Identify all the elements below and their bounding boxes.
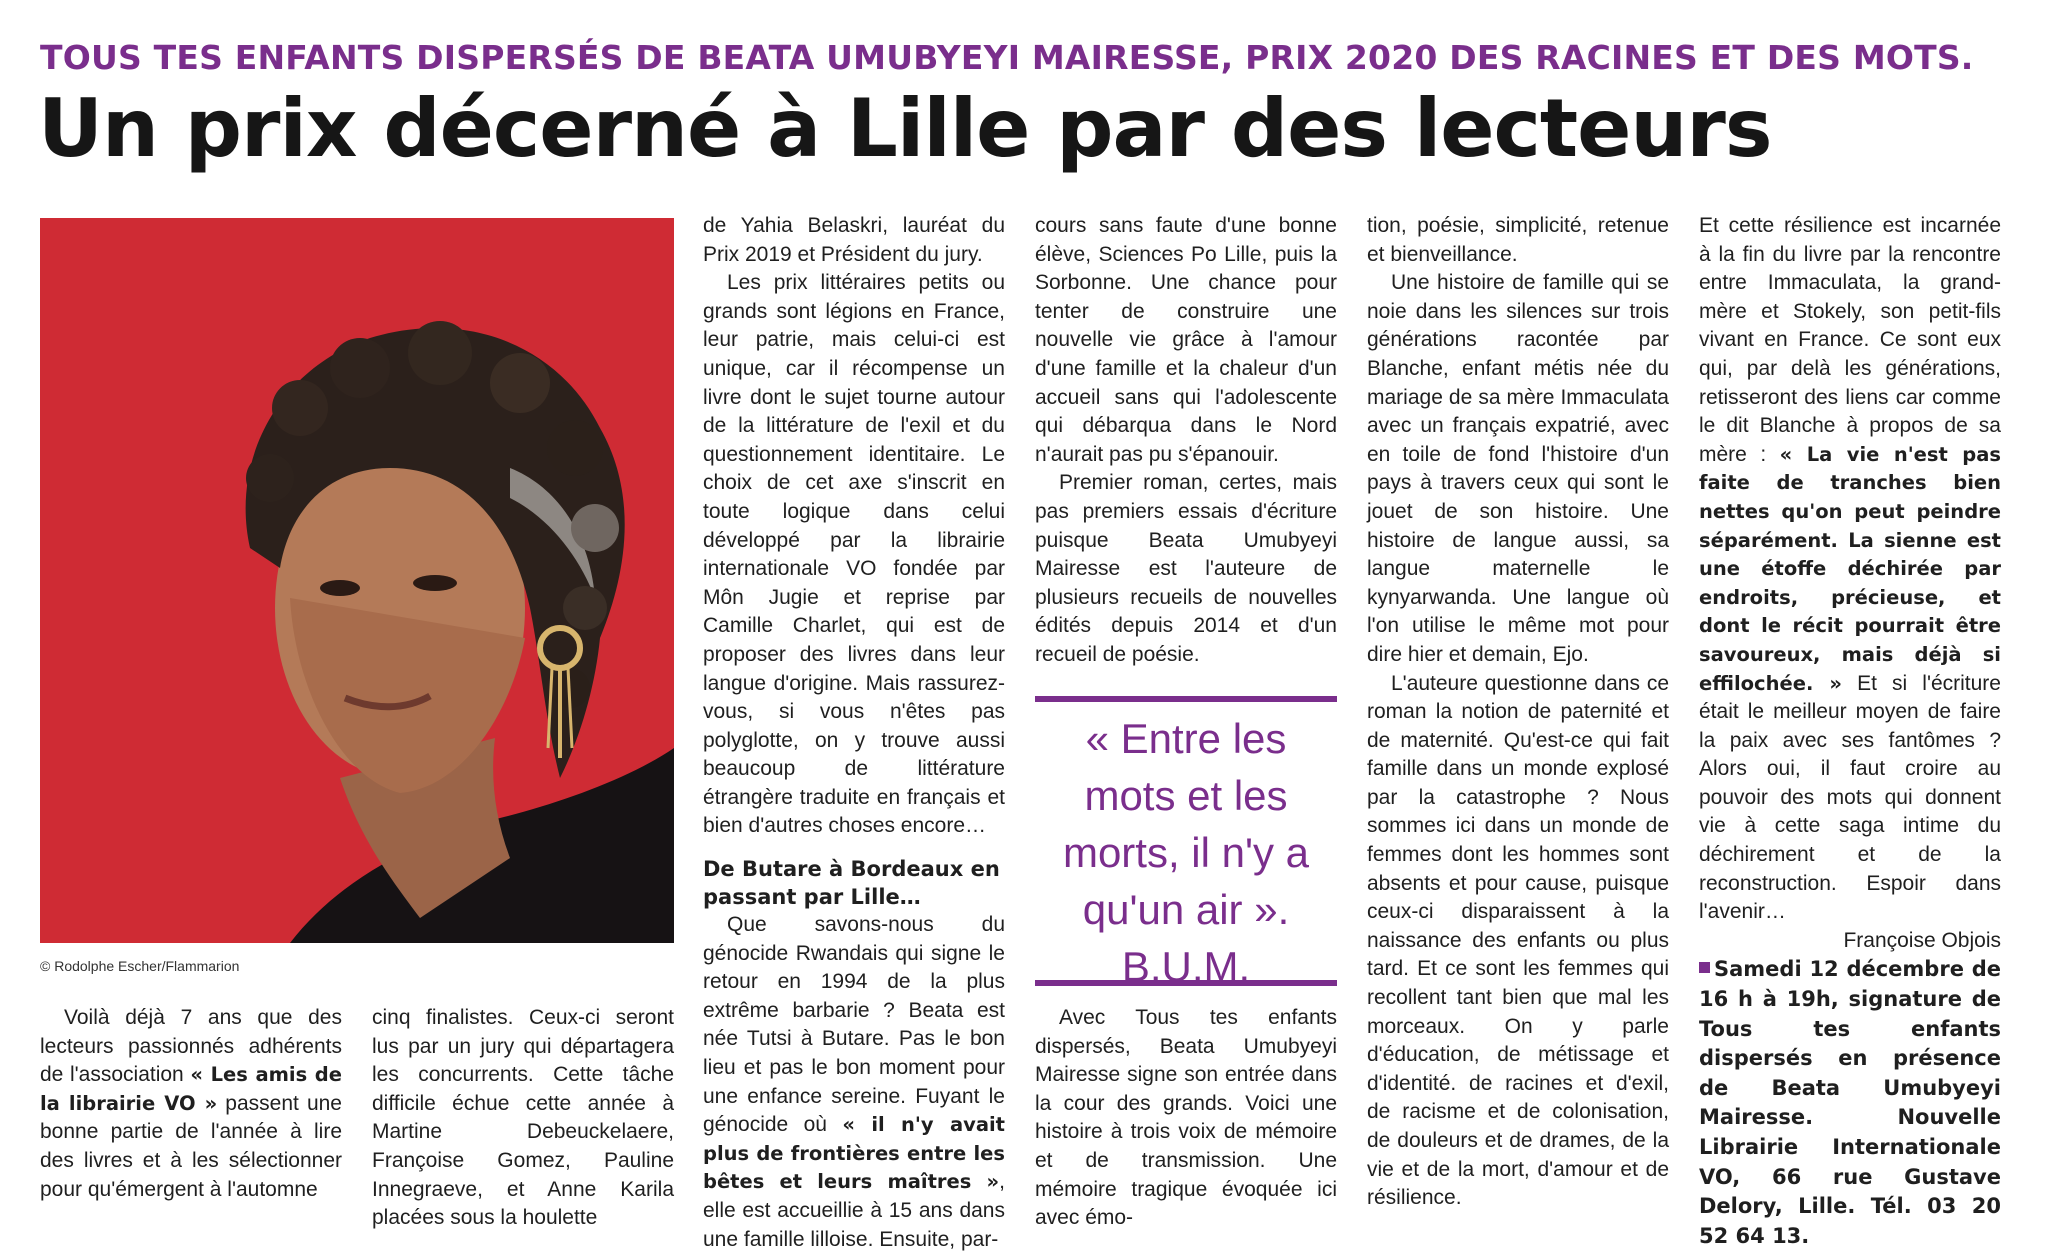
author-portrait-photo	[40, 218, 674, 943]
body-paragraph: Que savons-nous du génocide Rwandais qui signe le retour en 1994 de la plus extrême barbarie ? Beata est née Tutsi à Butare. Pas le bon lieu et pas le bon moment pour une enfance sereine. Fuyant le génocide où « il n'y avait plus de frontières entre les bêtes et leurs maîtres », elle est accueillie à 15 ans dans une famille lilloise. Ensuite, par-	[703, 913, 1005, 1251]
pull-quote	[1035, 696, 1337, 990]
photo-credit: © Rodolphe Escher/Flammarion	[40, 958, 240, 974]
body-paragraph: Premier roman, certes, mais pas premiers essais d'écriture puisque Beata Umubyeyi Mairesse est l'auteure de plusieurs recueils de nouvelles édités depuis 2014 et d'un recueil de poésie.	[1035, 471, 1337, 666]
column-1	[40, 1004, 342, 1204]
article-kicker: TOUS TES ENFANTS DISPERSÉS DE BEATA UMUBYEYI MAIRESSE, PRIX 2020 DES RACINES ET DES MOTS.	[40, 38, 1974, 77]
body-paragraph: de Yahia Belaskri, lauréat du Prix 2019 et Président du jury.	[703, 214, 1005, 266]
body-paragraph: cours sans faute d'une bonne élève, Sciences Po Lille, puis la Sorbonne. Une chance pour tenter de construire une nouvelle vie grâce à l'amour d'une famille et la chaleur d'un accueil sans qui l'adolescente qui débarqua dans le Nord n'aurait pas pu s'épanouir.	[1035, 214, 1337, 466]
event-info-text: Samedi 12 décembre de 16 h à 19h, signature de Tous tes enfants dispersés en présence de Beata Umubyeyi Mairesse. Nouvelle Librairie Internationale VO, 66 rue Gustave Delory, Lille. Tél. 03 20 52 64 13.	[1699, 957, 2001, 1248]
article-headline: Un prix décerné à Lille par des lecteurs	[38, 82, 1772, 175]
pull-quote-text: « Entre les mots et les morts, il n'y a qu'un air ». B.U.M.	[1062, 715, 1310, 990]
column-4	[1035, 212, 1337, 670]
column-2	[372, 1004, 674, 1233]
body-paragraph: Avec Tous tes enfants dispersés, Beata Umubyeyi Mairesse signe son entrée dans la cour des grands. Voici une histoire à trois voix de mémoire et de transmission. Une mémoire tragique évoquée ici avec émo-	[1035, 1006, 1337, 1230]
column-5	[1367, 212, 1669, 1213]
section-subhead: De Butare à Bordeaux en passant par Lille…	[703, 857, 1000, 910]
column-4-bottom	[1035, 1004, 1337, 1233]
body-paragraph: Une histoire de famille qui se noie dans les silences sur trois générations racontée par Blanche, enfant métis née du mariage de sa mère Immaculata avec un français expatrié, avec en toile de fond l'histoire d'un pays à travers ceux qui sont le jouet de son histoire. Une histoire de langue aussi, sa langue maternelle le kynyarwanda. Une langue où l'on utilise le même mot pour dire hier et demain, Ejo.	[1367, 271, 1669, 666]
body-paragraph: tion, poésie, simplicité, retenue et bienveillance.	[1367, 214, 1669, 266]
event-info-box	[1699, 955, 2001, 1251]
column-6	[1699, 212, 2001, 1251]
column-3	[703, 212, 1005, 1254]
body-paragraph: L'auteure questionne dans ce roman la notion de paternité et de maternité. Qu'est-ce qui fait famille dans un monde explosé par la catastrophe ? Nous sommes ici dans un monde de femmes dont les hommes sont absents et pour cause, puisque ceux-ci disparaissent à la naissance des enfants ou plus tard. Et ce sont les femmes qui recollent tant bien que mal les morceaux. On y parle d'éducation, de métissage et d'identité. de racines et d'exil, de racisme et de colonisation, de douleurs et de drames, de la vie et de la mort, d'amour et de résilience.	[1367, 671, 1669, 1210]
body-paragraph: Et cette résilience est incarnée à la fin du livre par la rencontre entre Immaculata, la grand-mère et Stokely, son petit-fils vivant en France. Ce sont eux qui, par delà les générations, retisseront des liens car comme le dit Blanche à propos de sa mère : « La vie n'est pas faite de tranches bien nettes qu'on peut peindre séparément. La sienne est une étoffe déchirée par endroits, précieuse, et dont le récit pourrait être savoureux, mais déjà si effilochée. » Et si l'écriture était le meilleur moyen de faire la paix avec ses fantômes ? Alors oui, il faut croire au pouvoir des mots qui donnent vie à cette saga intime du déchirement et de la reconstruction. Espoir dans l'avenir…	[1699, 214, 2001, 924]
body-paragraph: cinq finalistes. Ceux-ci seront lus par un jury qui départagera les concurrents. Cette tâche difficile échue cette année à Martine Debeuckelaere, Françoise Gomez, Pauline Innegraeve, et Anne Karila placées sous la houlette	[372, 1006, 674, 1230]
body-paragraph: Voilà déjà 7 ans que des lecteurs passionnés adhérents de l'association « Les amis de la librairie VO » passent une bonne partie de l'année à lire des livres et à les sélectionner pour qu'émergent à l'automne	[40, 1006, 342, 1201]
author-signature: Françoise Objois	[1843, 928, 2001, 952]
bullet-square-icon	[1699, 962, 1710, 973]
body-paragraph: Les prix littéraires petits ou grands sont légions en France, leur patrie, mais celui-ci est unique, car il récompense un livre dont le sujet tourne autour de la littérature de l'exil et du questionnement identitaire. Le choix de cet axe s'inscrit en toute logique dans celui développé par la librairie internationale VO fondée par Môn Jugie et reprise par Camille Charlet, qui est de proposer des livres dans leur langue d'origine. Mais rassurez-vous, si vous n'êtes pas polyglotte, on y trouve aussi beaucoup de littérature étrangère traduite en français et bien d'autres choses encore…	[703, 271, 1005, 838]
